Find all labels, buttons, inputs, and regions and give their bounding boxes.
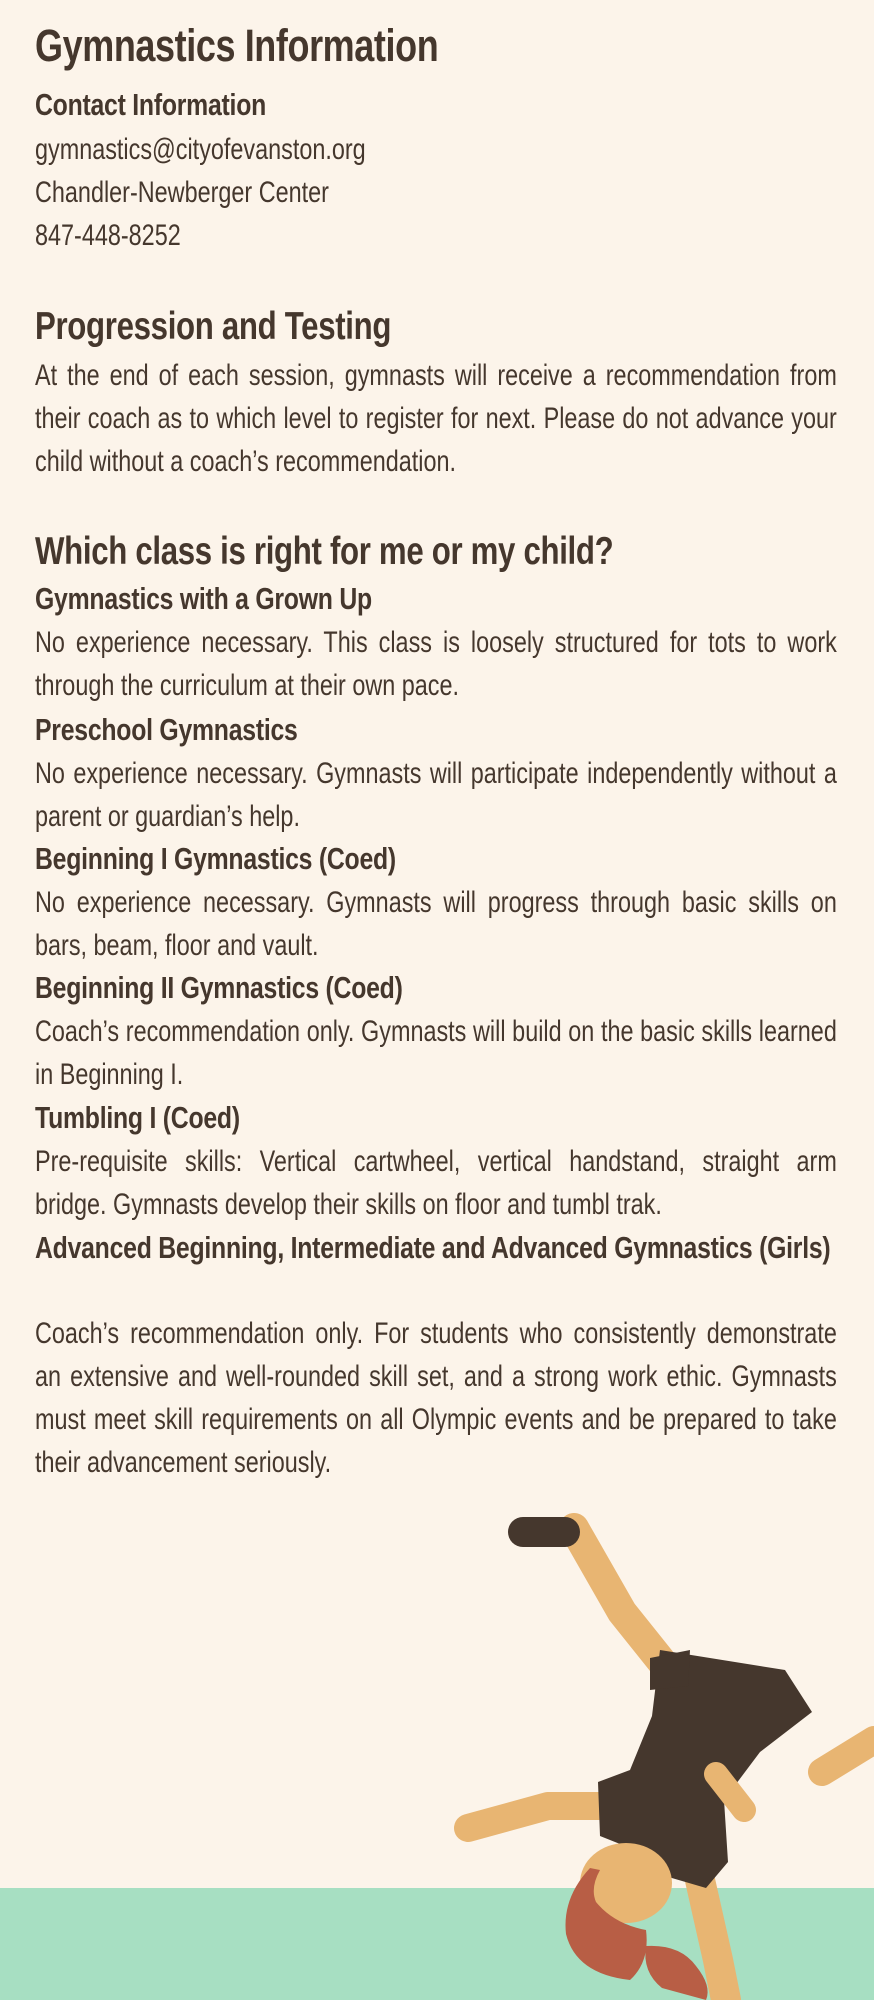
- progression-body: At the end of each session, gymnasts will receive a recommendation from their coach as to which level to register for next. Please do not advance your child without a coach’s recommendation.: [35, 359, 837, 478]
- class-name: Tumbling I (Coed): [35, 1100, 240, 1135]
- class-description: Coach’s recommendation only. Gymnasts will build on the basic skills learned in Beginning I.: [35, 1015, 837, 1091]
- gymnast-figure: [468, 1517, 874, 2000]
- page-title: Gymnastics Information: [35, 20, 439, 71]
- class-name: Preschool Gymnastics: [35, 712, 298, 747]
- classes-heading: Which class is right for me or my child?: [35, 530, 614, 573]
- class-name: Gymnastics with a Grown Up: [35, 581, 372, 616]
- class-name: Advanced Beginning, Intermediate and Advanced Gymnastics (Girls): [35, 1230, 831, 1265]
- class-description: Coach’s recommendation only. For students who consistently demonstrate an extensive and well-rounded skill set, and a strong work ethic. Gymnasts must meet skill requirements on all Olympic events and be prepared to take their advancement seriously.: [35, 1317, 837, 1479]
- class-description: No experience necessary. Gymnasts will progress through basic skills on bars, beam, floor and vault.: [35, 886, 837, 962]
- contact-heading: Contact Information: [35, 87, 267, 122]
- class-name: Beginning I Gymnastics (Coed): [35, 841, 396, 876]
- shoe-icon: [508, 1517, 580, 1547]
- progression-heading: Progression and Testing: [35, 305, 392, 348]
- class-description: No experience necessary. This class is loosely structured for tots to work through the curriculum at their own pace.: [35, 626, 837, 702]
- contact-email[interactable]: gymnastics@cityofevanston.org: [35, 133, 366, 166]
- class-description: Pre-requisite skills: Vertical cartwheel, vertical handstand, straight arm bridge. Gymnasts develop their skills on floor and tumbl trak.: [35, 1145, 837, 1221]
- contact-phone[interactable]: 847-448-8252: [35, 219, 181, 252]
- contact-location: Chandler-Newberger Center: [35, 176, 329, 209]
- class-name: Beginning II Gymnastics (Coed): [35, 970, 403, 1005]
- class-description: No experience necessary. Gymnasts will participate independently without a parent or guardian’s help.: [35, 757, 837, 833]
